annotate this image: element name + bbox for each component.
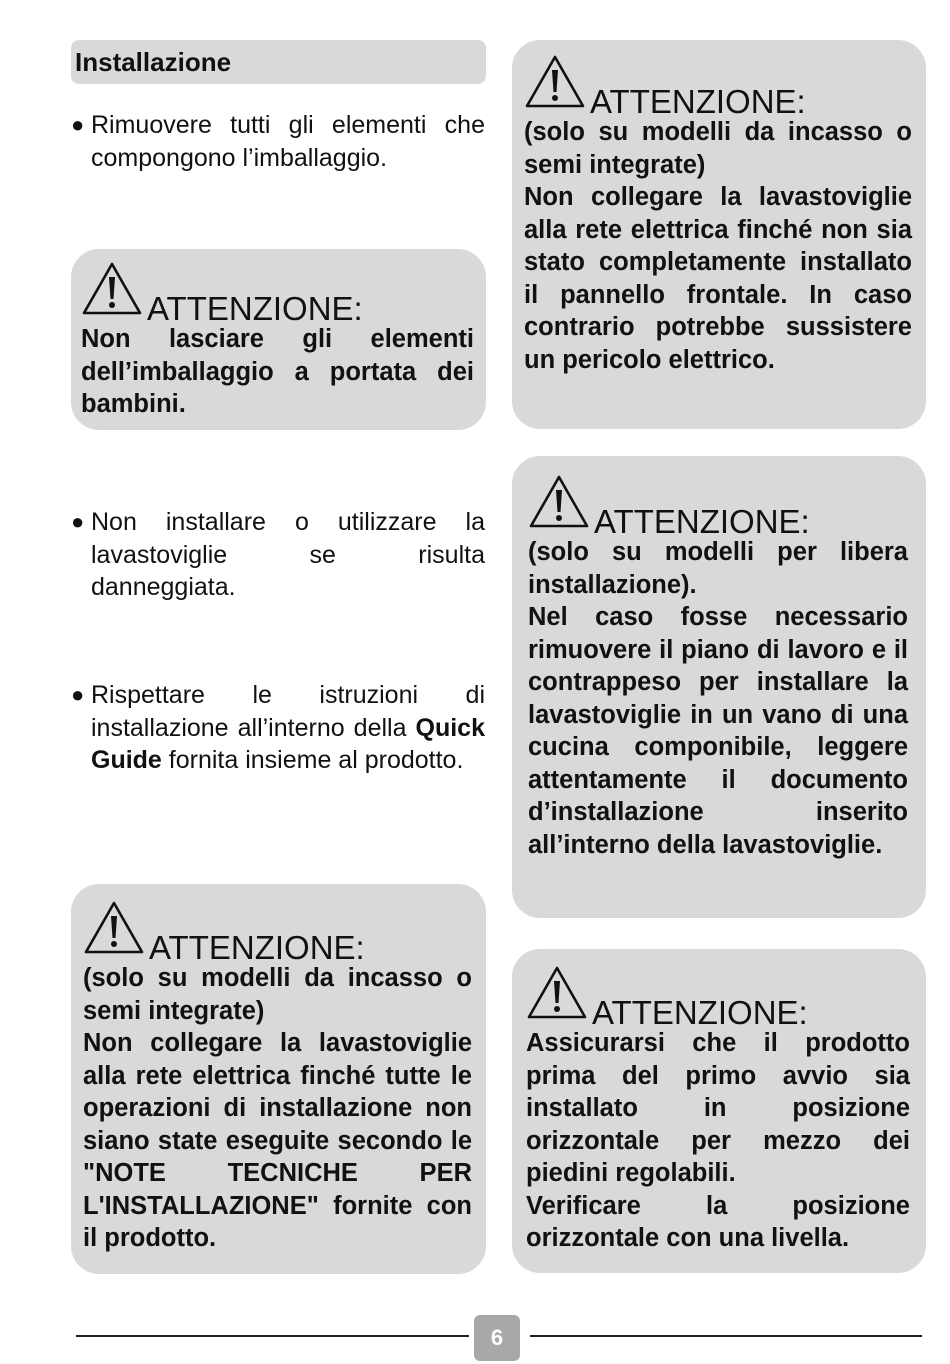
bullet-text-start: Rispettare le istruzioni di installazione all’interno della (91, 681, 485, 742)
bullet-text-end: fornita insieme al prodotto. (161, 746, 464, 774)
warning-line: (solo su modelli da incasso o semi integrate) (524, 118, 912, 179)
warning-body (83, 962, 472, 1255)
warning-title: ATTENZIONE: (590, 83, 806, 120)
warning-box (512, 40, 926, 429)
warning-box (512, 949, 926, 1273)
bullet-item (71, 506, 485, 604)
bullet-dot: ● (71, 682, 85, 707)
warning-heading (526, 963, 910, 1031)
warning-heading (524, 52, 912, 120)
footer-rule-right (530, 1335, 922, 1337)
warning-line: (solo su modelli da incasso o semi integrate) (83, 964, 472, 1025)
warning-triangle-icon (528, 474, 590, 530)
warning-line: Non collegare la lavastoviglie alla rete elettrica finché tutte le operazioni di installazione non siano state eseguite secondo le "NOTE TECNICHE PER L'INSTALLAZIONE" fornite con il prodotto. (83, 1029, 472, 1252)
bullet-item (71, 679, 485, 777)
warning-box (71, 249, 486, 430)
bullet-item (71, 109, 485, 174)
warning-body (81, 323, 474, 421)
warning-title: ATTENZIONE: (147, 290, 363, 327)
section-header (71, 40, 486, 84)
warning-title: ATTENZIONE: (594, 503, 810, 540)
bullet-text: Non installare o utilizzare la lavastoviglie se risulta danneggiata. (91, 508, 485, 601)
footer-rule-left (76, 1335, 469, 1337)
warning-heading (528, 472, 908, 540)
warning-body (526, 1027, 910, 1255)
warning-body (528, 536, 908, 861)
quick-guide-emphasis: Quick Guide (91, 713, 485, 774)
warning-triangle-icon (526, 965, 588, 1021)
page-number: 6 (474, 1315, 520, 1361)
warning-box (71, 884, 486, 1274)
warning-heading (83, 898, 472, 966)
warning-triangle-icon (524, 54, 586, 110)
bullet-text (91, 679, 485, 777)
warning-line: Nel caso fosse necessario rimuovere il piano di lavoro e il contrappeso per installare la lavastoviglie in un vano di una cucina componibile, leggere attentamente il documento d’installazione inserito all’interno della lavastoviglie. (528, 603, 908, 859)
warning-title: ATTENZIONE: (592, 994, 808, 1031)
warning-triangle-icon (83, 900, 145, 956)
warning-title: ATTENZIONE: (149, 929, 365, 966)
warning-line: Non collegare la lavastoviglie alla rete elettrica finché non sia stato completamente installato il pannello frontale. In caso contrario potrebbe sussistere un pericolo elettrico. (524, 183, 912, 374)
warning-line: Non lasciare gli elementi dell’imballaggio a portata dei bambini. (81, 325, 474, 418)
warning-line: Assicurarsi che il prodotto prima del primo avvio sia installato in posizione orizzontale per mezzo dei piedini regolabili. (526, 1029, 910, 1187)
warning-box (512, 456, 926, 918)
warning-line: Verificare la posizione orizzontale con una livella. (526, 1191, 910, 1252)
warning-body (524, 116, 912, 376)
bullet-dot: ● (71, 509, 85, 534)
warning-triangle-icon (81, 261, 143, 317)
section-title: Installazione (75, 47, 232, 77)
bullet-text: Rimuovere tutti gli elementi che compongono l’imballaggio. (91, 111, 485, 172)
bullet-dot: ● (71, 112, 85, 137)
warning-line: (solo su modelli per libera installazione). (528, 538, 908, 599)
warning-heading (81, 259, 474, 327)
